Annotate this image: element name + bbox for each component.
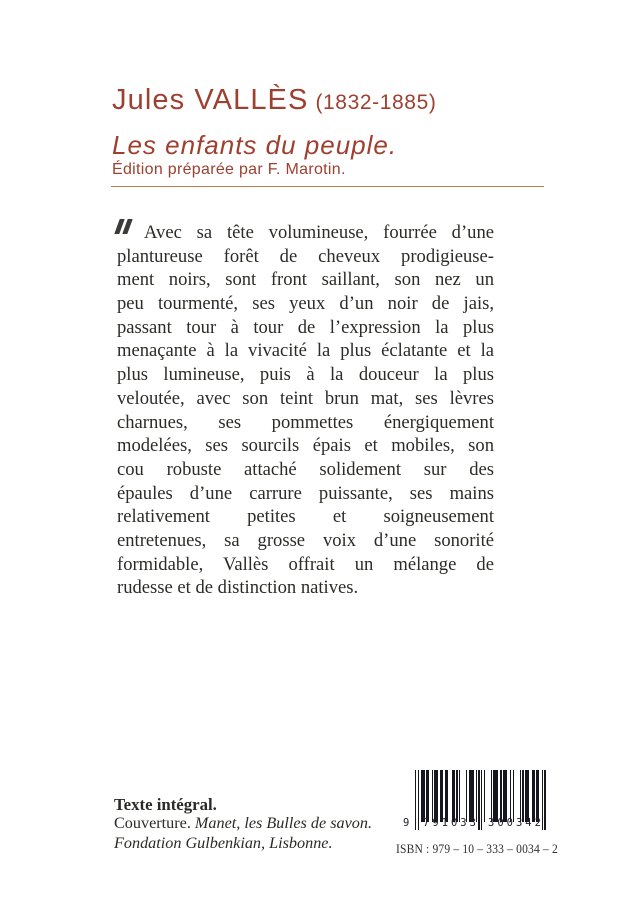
credit-foundation: Fondation Gulbenkian, Lisbonne.: [114, 833, 333, 852]
quote-block: [117, 221, 494, 600]
quote-line: cou robuste attaché solidement sur des: [117, 458, 494, 480]
quote-line: charnues, ses pommettes énergiquement: [117, 411, 494, 433]
quote-line: épaules d’une carrure puissante, ses mains: [117, 482, 494, 504]
credit-integral: Texte intégral.: [114, 795, 217, 814]
credits-block: [114, 795, 372, 853]
quote-line: formidable, Vallès offrait un mélange de: [117, 553, 494, 575]
quote-line: passant tour à tour de l’expression la plus: [117, 316, 494, 338]
quote-line: rudesse et de distinction natives.: [117, 577, 359, 599]
credit-cover-value: Manet, les Bulles de savon.: [194, 814, 373, 833]
ean-barcode: [403, 770, 546, 832]
edition-note: Édition préparée par F. Marotin.: [112, 161, 346, 178]
isbn-label: ISBN : 979 – 10 – 333 – 0034 – 2: [396, 842, 558, 856]
quote-line: modelées, ses sourcils épais et mobiles, son: [117, 435, 494, 457]
quote-line: veloutée, avec son teint brun mat, ses lèvres: [117, 387, 494, 409]
quote-line: entretenues, sa grosse voix d’une sonorité: [117, 529, 494, 551]
barcode-digit-group1: 791033: [423, 817, 479, 829]
quote-line: menaçante à la vivacité la plus éclatante et la: [117, 340, 494, 362]
barcode-digit-group2: 300342: [488, 817, 544, 829]
credit-cover: [114, 814, 372, 833]
quote-line: relativement petites et soigneusement: [117, 506, 494, 528]
quote-line: peu tourmenté, ses yeux d’un noir de jais,: [117, 293, 494, 315]
author-line: [112, 84, 436, 117]
author-dates: (1832-1885): [315, 91, 437, 114]
author-name: Jules VALLÈS: [112, 84, 309, 116]
quote-line: plantureuse forêt de cheveux prodigieuse-: [117, 245, 494, 267]
quote-line: plus lumineuse, puis à la douceur la plus: [117, 364, 494, 386]
quote-line: ment noirs, sont front saillant, son nez un: [117, 269, 494, 291]
header-rule: [111, 186, 544, 187]
book-title: Les enfants du peuple.: [112, 130, 398, 160]
quote-line: Avec sa tête volumineuse, fourrée d’une: [144, 222, 494, 243]
credit-cover-label: Couverture.: [114, 814, 195, 833]
barcode-digit-lead: 9: [403, 817, 410, 829]
